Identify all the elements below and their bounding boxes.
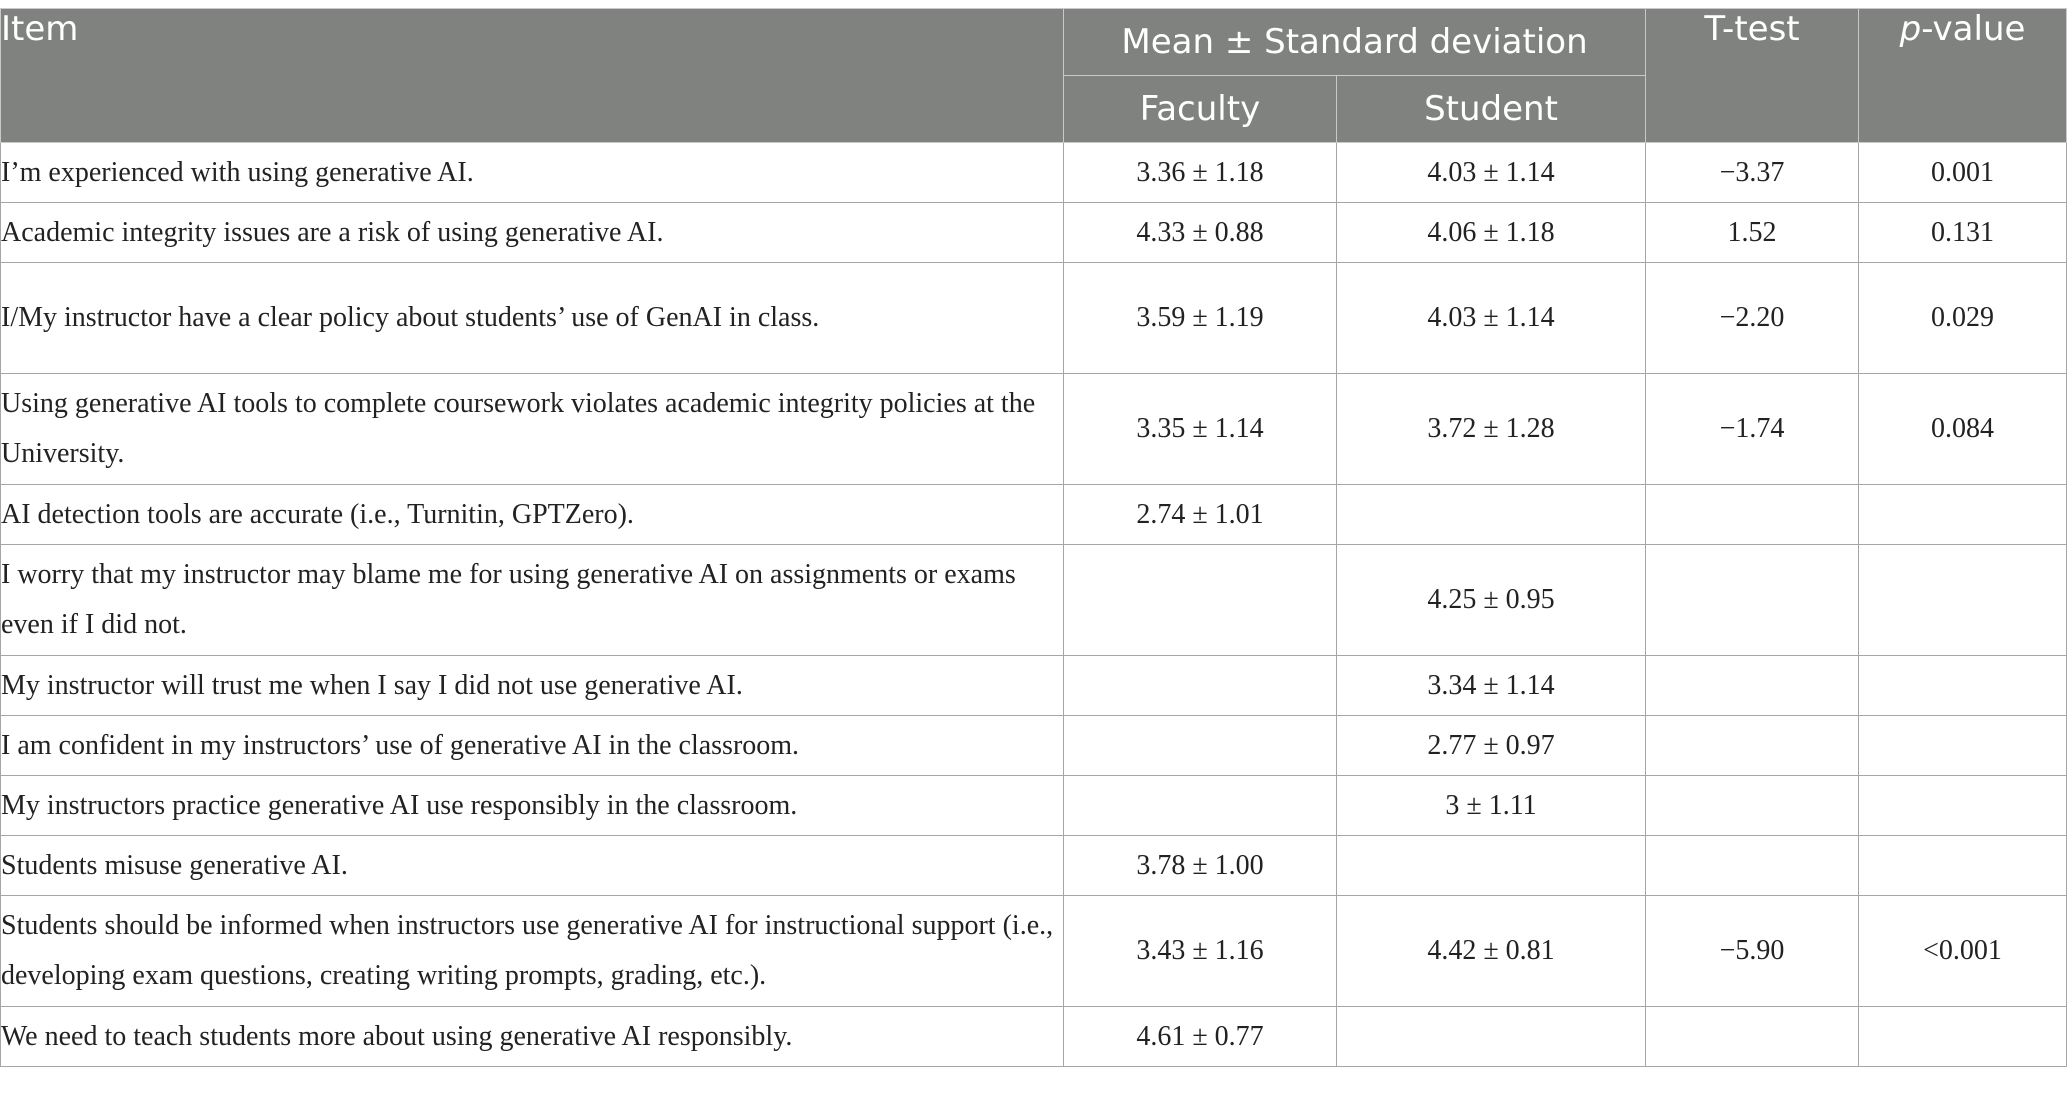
ttest-cell xyxy=(1646,656,1859,716)
pvalue-cell: 0.001 xyxy=(1859,143,2067,203)
student-cell: 2.77 ± 0.97 xyxy=(1337,716,1646,776)
table-row xyxy=(1,143,2067,203)
item-cell: Students should be informed when instructors use generative AI for instructional support (i.e., developing exam questions, creating writing prompts, grading, etc.). xyxy=(1,896,1064,1007)
student-column-header: Student xyxy=(1337,76,1646,143)
item-cell: AI detection tools are accurate (i.e., Turnitin, GPTZero). xyxy=(1,485,1064,545)
faculty-column-header: Faculty xyxy=(1064,76,1337,143)
student-cell: 4.42 ± 0.81 xyxy=(1337,896,1646,1007)
student-cell xyxy=(1337,1007,1646,1067)
pvalue-cell xyxy=(1859,656,2067,716)
table-row xyxy=(1,716,2067,776)
ttest-cell xyxy=(1646,716,1859,776)
item-cell: We need to teach students more about using generative AI responsibly. xyxy=(1,1007,1064,1067)
student-cell: 3 ± 1.11 xyxy=(1337,776,1646,836)
student-cell: 4.06 ± 1.18 xyxy=(1337,203,1646,263)
ttest-cell xyxy=(1646,485,1859,545)
table-header xyxy=(1,9,2067,143)
ttest-cell: −3.37 xyxy=(1646,143,1859,203)
table-row xyxy=(1,656,2067,716)
faculty-cell xyxy=(1064,656,1337,716)
student-cell: 4.25 ± 0.95 xyxy=(1337,545,1646,656)
table-row xyxy=(1,776,2067,836)
faculty-cell: 3.36 ± 1.18 xyxy=(1064,143,1337,203)
table-row xyxy=(1,896,2067,1007)
faculty-cell: 3.78 ± 1.00 xyxy=(1064,836,1337,896)
table-row xyxy=(1,545,2067,656)
item-cell: Using generative AI tools to complete coursework violates academic integrity policies at the University. xyxy=(1,374,1064,485)
student-cell: 4.03 ± 1.14 xyxy=(1337,143,1646,203)
ttest-cell: −2.20 xyxy=(1646,263,1859,374)
ttest-cell: 1.52 xyxy=(1646,203,1859,263)
faculty-cell: 2.74 ± 1.01 xyxy=(1064,485,1337,545)
item-cell: I/My instructor have a clear policy about students’ use of GenAI in class. xyxy=(1,263,1064,374)
ttest-cell xyxy=(1646,836,1859,896)
table-row xyxy=(1,374,2067,485)
faculty-cell: 3.35 ± 1.14 xyxy=(1064,374,1337,485)
ttest-column-header: T-test xyxy=(1646,9,1859,143)
item-cell: Students misuse generative AI. xyxy=(1,836,1064,896)
pvalue-cell: <0.001 xyxy=(1859,896,2067,1007)
survey-results-table xyxy=(0,8,2067,1067)
student-cell xyxy=(1337,485,1646,545)
table-row xyxy=(1,485,2067,545)
pvalue-header-italic: p xyxy=(1899,9,1922,49)
ttest-cell xyxy=(1646,776,1859,836)
table-row xyxy=(1,836,2067,896)
item-cell: I worry that my instructor may blame me for using generative AI on assignments or exams even if I did not. xyxy=(1,545,1064,656)
pvalue-cell: 0.029 xyxy=(1859,263,2067,374)
pvalue-cell xyxy=(1859,545,2067,656)
mean-sd-group-header: Mean ± Standard deviation xyxy=(1064,9,1646,76)
faculty-cell: 3.43 ± 1.16 xyxy=(1064,896,1337,1007)
faculty-cell xyxy=(1064,716,1337,776)
item-column-header: Item xyxy=(1,9,1064,143)
ttest-cell xyxy=(1646,545,1859,656)
item-cell: My instructors practice generative AI use responsibly in the classroom. xyxy=(1,776,1064,836)
student-cell: 3.34 ± 1.14 xyxy=(1337,656,1646,716)
table-row xyxy=(1,203,2067,263)
item-cell: I am confident in my instructors’ use of generative AI in the classroom. xyxy=(1,716,1064,776)
pvalue-cell: 0.084 xyxy=(1859,374,2067,485)
table-row xyxy=(1,263,2067,374)
item-cell: I’m experienced with using generative AI. xyxy=(1,143,1064,203)
ttest-cell: −1.74 xyxy=(1646,374,1859,485)
pvalue-cell xyxy=(1859,836,2067,896)
pvalue-cell xyxy=(1859,776,2067,836)
student-cell: 4.03 ± 1.14 xyxy=(1337,263,1646,374)
faculty-cell: 3.59 ± 1.19 xyxy=(1064,263,1337,374)
student-cell: 3.72 ± 1.28 xyxy=(1337,374,1646,485)
pvalue-cell xyxy=(1859,1007,2067,1067)
pvalue-column-header xyxy=(1859,9,2067,143)
table-body xyxy=(1,143,2067,1067)
pvalue-cell: 0.131 xyxy=(1859,203,2067,263)
faculty-cell xyxy=(1064,545,1337,656)
ttest-cell: −5.90 xyxy=(1646,896,1859,1007)
table-row xyxy=(1,1007,2067,1067)
pvalue-header-rest: -value xyxy=(1921,9,2026,49)
item-cell: My instructor will trust me when I say I did not use generative AI. xyxy=(1,656,1064,716)
ttest-cell xyxy=(1646,1007,1859,1067)
pvalue-cell xyxy=(1859,485,2067,545)
item-cell: Academic integrity issues are a risk of using generative AI. xyxy=(1,203,1064,263)
faculty-cell: 4.61 ± 0.77 xyxy=(1064,1007,1337,1067)
student-cell xyxy=(1337,836,1646,896)
pvalue-cell xyxy=(1859,716,2067,776)
faculty-cell: 4.33 ± 0.88 xyxy=(1064,203,1337,263)
faculty-cell xyxy=(1064,776,1337,836)
